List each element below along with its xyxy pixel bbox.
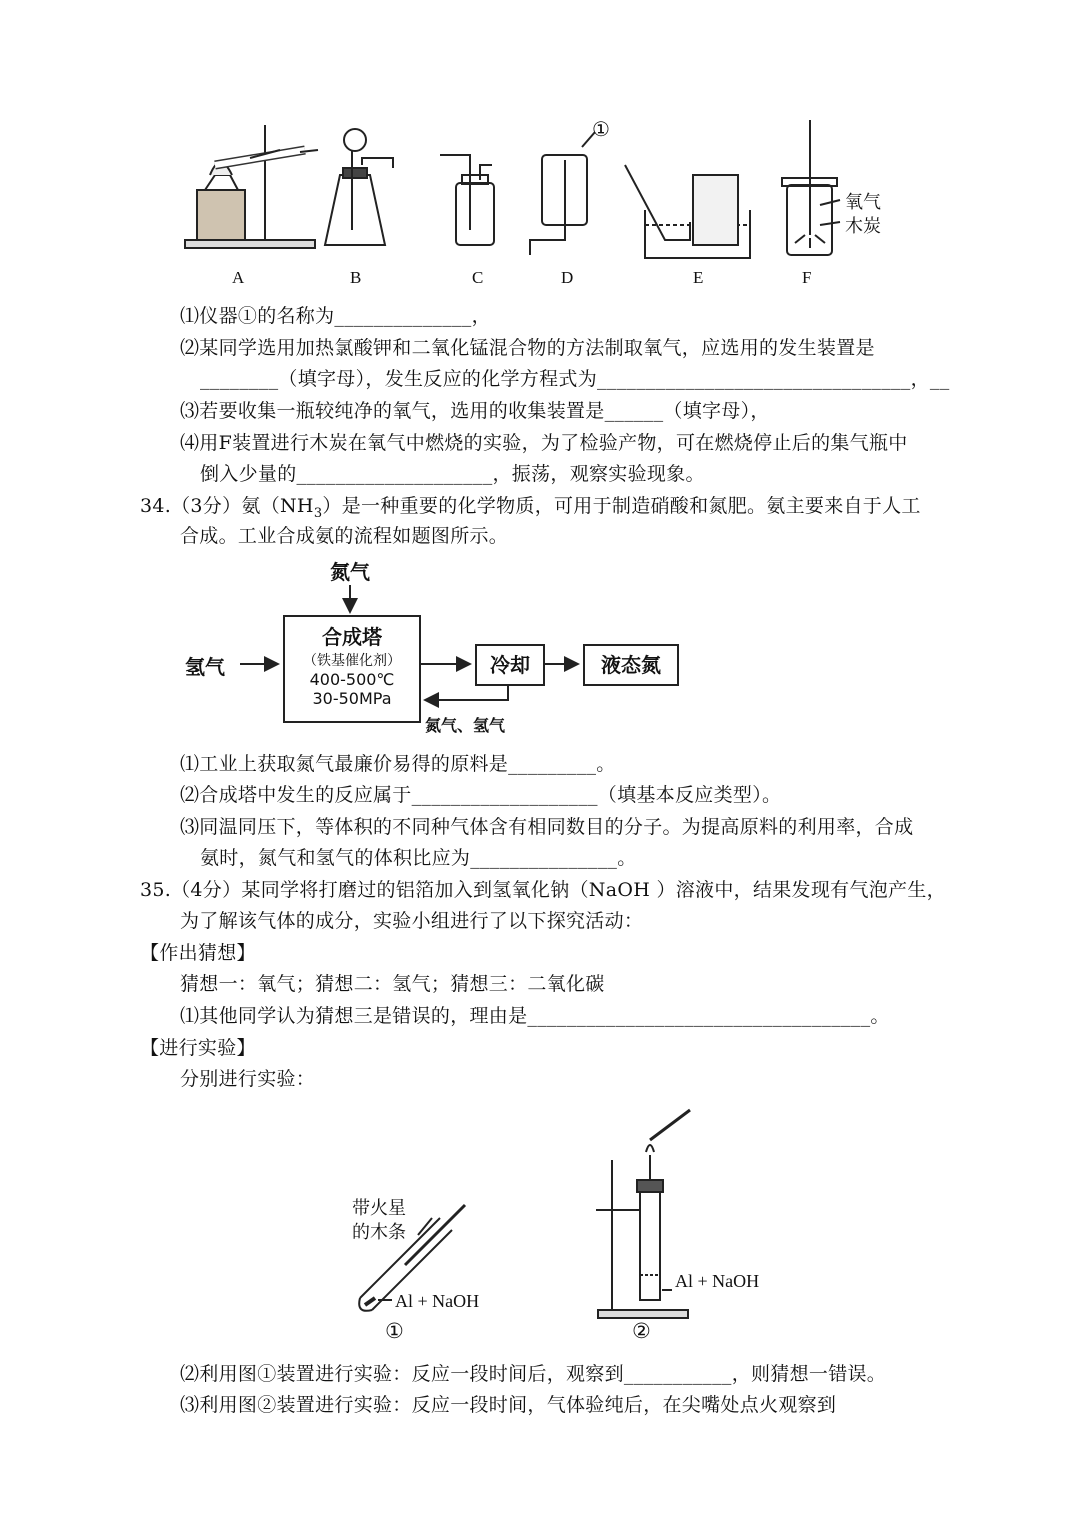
q34-part1: ⑴工业上获取氮气最廉价易得的原料是_________。	[180, 753, 616, 775]
apparatus-label-f: F	[802, 268, 812, 287]
apparatus-label-a: A	[232, 268, 245, 287]
cooling-box: 冷却	[475, 644, 545, 686]
flow-input-nitrogen: 氮气	[330, 560, 370, 584]
apparatus-label-d: D	[561, 268, 574, 287]
fig1-splint-label-line2: 的木条	[352, 1222, 406, 1243]
q35-part1: ⑴其他同学认为猜想三是错误的，理由是___________________________________。	[180, 1005, 890, 1027]
q35-intro-line2: 为了解该气体的成分，实验小组进行了以下探究活动：	[180, 910, 644, 932]
q33-part4-line2: 倒入少量的____________________，振荡，观察实验现象。	[200, 463, 705, 485]
flow-recycle-label: 氮气、氢气	[425, 716, 506, 735]
q33-part3: ⑶若要收集一瓶较纯净的氧气，选用的收集装置是______（填字母），	[180, 400, 770, 422]
q34-part3-line2: 氨时，氮气和氢气的体积比应为_______________。	[200, 847, 637, 869]
q35-part3: ⑶利用图②装置进行实验：反应一段时间，气体验纯后，在尖嘴处点火观察到	[180, 1394, 837, 1416]
tower-pressure: 30-50MPa	[312, 689, 392, 708]
q34-part2: ⑵合成塔中发生的反应属于___________________（填基本反应类型）。	[180, 784, 782, 806]
q34-intro-subscript: 3	[313, 505, 323, 521]
q34-part3-line1: ⑶同温同压下，等体积的不同种气体含有相同数目的分子。为提高原料的利用率，合成	[180, 816, 914, 838]
q35-part2: ⑵利用图①装置进行实验：反应一段时间后，观察到___________，则猜想一错误。	[180, 1363, 887, 1385]
fig2-reagent-label: Al + NaOH	[675, 1271, 760, 1291]
q35-hypotheses: 猜想一：氧气；猜想二：氢气；猜想三：二氧化碳	[180, 973, 605, 995]
q35-intro-line1: 35.（4分）某同学将打磨过的铝箔加入到氢氧化钠（NaOH ）溶液中，结果发现有气泡产生，	[140, 879, 946, 901]
q35-experiment-intro: 分别进行实验：	[180, 1068, 316, 1090]
flow-input-hydrogen: 氢气	[185, 655, 225, 679]
q33-part4-line1: ⑷用F装置进行木炭在氧气中燃烧的实验，为了检验产物，可在燃烧停止后的集气瓶中	[180, 432, 908, 454]
q33-part2-line2: ________（填字母），发生反应的化学方程式为________________________________，__	[200, 368, 950, 390]
tower-title: 合成塔	[322, 625, 382, 649]
experiment-figures	[0, 1110, 1078, 1370]
synthesis-tower-box	[283, 615, 421, 723]
tower-catalyst: （铁基催化剂）	[303, 653, 401, 669]
tower-temperature: 400-500℃	[309, 670, 395, 689]
apparatus-label-c: C	[472, 268, 484, 287]
q34-intro-rest: ）是一种重要的化学物质，可用于制造硝酸和氮肥。氨主要来自于人工	[322, 495, 921, 517]
apparatus-f-label-charcoal: 木炭	[845, 216, 881, 237]
apparatus-label-e: E	[693, 268, 704, 287]
apparatus-figure	[0, 0, 1078, 300]
apparatus-f-label-oxygen: 氧气	[845, 192, 881, 213]
liquid-product-box: 液态氮	[583, 644, 679, 686]
q33-part1: ⑴仪器①的名称为______________，	[180, 305, 491, 327]
q35-heading-experiment: 【进行实验】	[140, 1037, 256, 1059]
fig1-number: ①	[385, 1319, 404, 1343]
q35-heading-hypothesis: 【作出猜想】	[140, 942, 256, 964]
q34-intro-line2: 合成。工业合成氨的流程如题图所示。	[180, 525, 509, 547]
fig2-number: ②	[632, 1319, 651, 1343]
apparatus-marker: ①	[592, 119, 610, 141]
q34-intro-line1	[140, 494, 921, 526]
fig1-reagent-label: Al + NaOH	[395, 1291, 480, 1311]
q33-part2-line1: ⑵某同学选用加热氯酸钾和二氧化锰混合物的方法制取氧气，应选用的发生装置是	[180, 337, 875, 359]
apparatus-label-b: B	[350, 268, 362, 287]
q34-intro-prefix: 34.（3分）氨（NH	[140, 495, 314, 517]
fig1-splint-label-line1: 带火星	[352, 1198, 406, 1219]
